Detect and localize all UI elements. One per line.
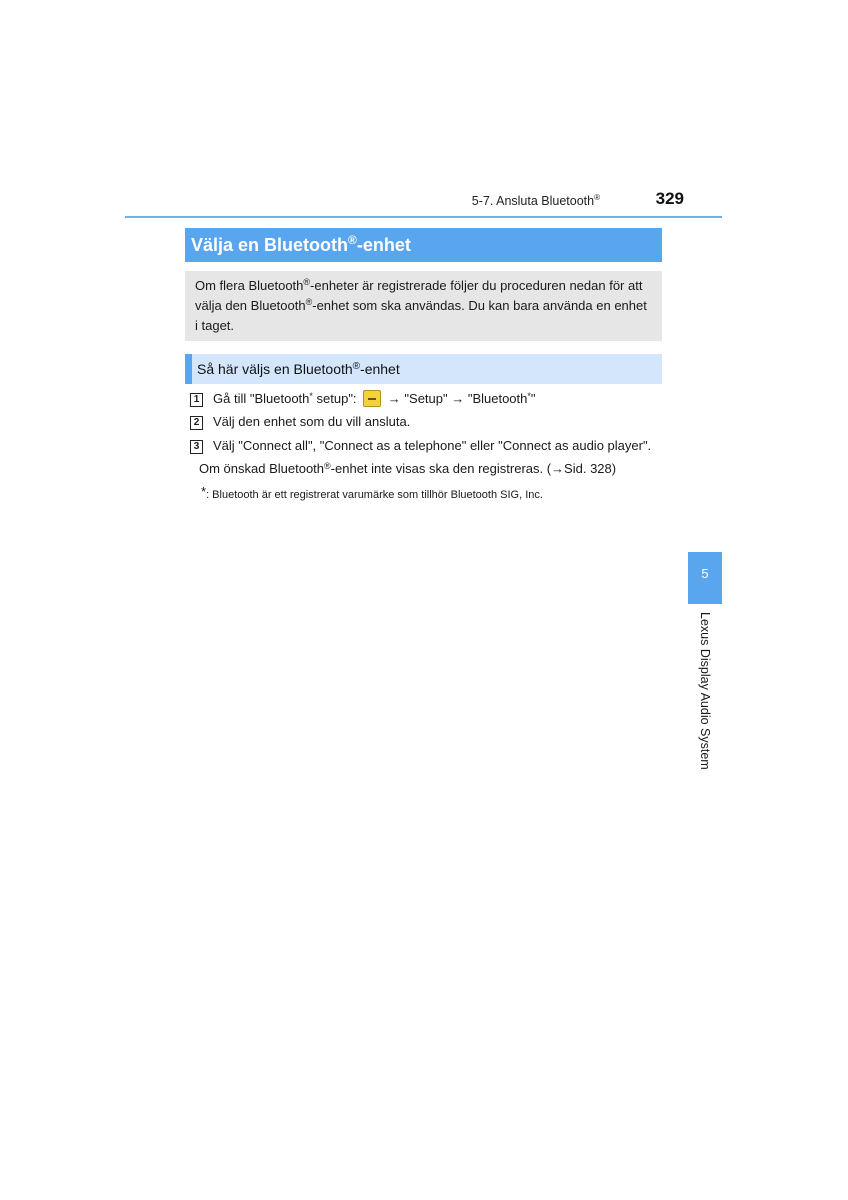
step-text: Gå till "Bluetooth [213,391,310,406]
registered-mark: ® [303,277,311,287]
registered-mark: ® [305,297,313,307]
chapter-tab: 5 [688,552,722,604]
registered-mark: ® [594,193,600,202]
registration-note [199,460,616,478]
asterisk-mark: * [527,391,531,401]
intro-box [185,271,662,341]
step-2 [190,413,410,431]
intro-text: -enheter är registrerade följer du proceduren nedan för att välja den Bluetooth [195,278,643,313]
step-1 [190,390,536,408]
step-number-badge: 1 [190,393,203,407]
step-text: Välj den enhet som du vill ansluta. [213,414,411,429]
section-title [440,193,600,208]
page-title-text: Välja en Bluetooth [191,235,349,255]
step-text: setup": [312,391,357,406]
page-number: 329 [655,189,684,208]
footnote-text: : Bluetooth är ett registrerat varumärke som tillhör Bluetooth SIG, Inc. [206,489,543,501]
intro-text: Om flera Bluetooth [195,278,304,293]
section-title-text: 5-7. Ansluta Bluetooth [471,194,595,209]
registered-mark: ® [324,461,331,471]
setup-icon [363,390,381,407]
intro-text: -enhet som ska användas. Du kan bara använda en enhet i taget. [195,298,647,333]
subheading-text: Så här väljs en Bluetooth [197,361,353,377]
note-text: Om önskad Bluetooth [199,461,325,476]
note-text: -enhet inte visas ska den registreras. (→Sid. 328) [330,461,617,476]
subheading-accent [185,354,192,384]
subheading-suffix: -enhet [360,361,400,377]
subheading [185,354,662,384]
registered-mark: ® [348,233,357,247]
page-title [185,228,662,262]
step-number-badge: 3 [190,440,203,454]
page-title-suffix: -enhet [356,235,411,255]
subheading-title [197,360,400,378]
footnote [201,484,543,503]
header-divider [125,216,722,218]
step-text: → "Setup" → "Bluetooth [387,391,528,406]
step-text: " [530,391,536,406]
asterisk-mark: * [309,391,313,401]
asterisk-mark: * [201,484,207,499]
chapter-title: Lexus Display Audio System [698,612,712,770]
step-text: Välj "Connect all", "Connect as a telephone" eller "Connect as audio player". [213,438,652,453]
step-3 [190,437,651,455]
step-number-badge: 2 [190,416,203,430]
registered-mark: ® [352,361,361,372]
